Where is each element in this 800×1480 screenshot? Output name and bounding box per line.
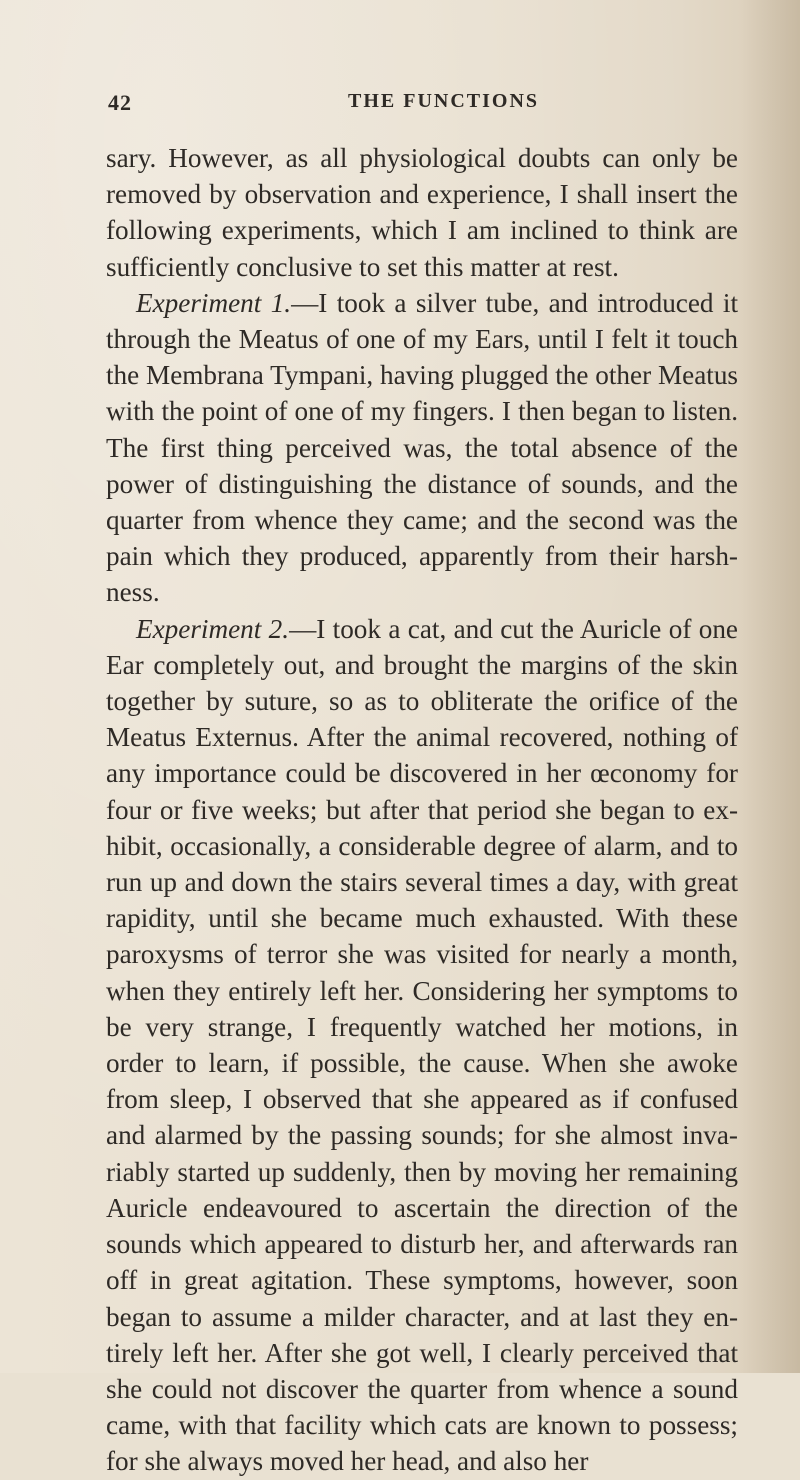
experiment-heading: Experiment 1.: [136, 287, 292, 318]
page-edge-shadow: [740, 0, 800, 1373]
body-text: [106, 140, 738, 1480]
paragraph-experiment-2: [106, 611, 738, 1480]
paragraph-text: sary. However, as all physiological doubts can only be removed by observation and experience, I shall insert the following experiments, which I am inclined to think are sufficiently conclusive to set this matter at rest.: [106, 143, 738, 282]
running-title: THE FUNCTIONS: [348, 90, 540, 112]
paragraph-continuation: [106, 140, 738, 285]
paragraph-text: —I took a silver tube, and introduced it through the Meatus of one of my Ears, until I felt it touch the Membrana Tympani, having plugged the other Meatus with the point of one of my fingers. I then began to listen. The first thing perceived was, the total absence of the power of distinguishing the distance of sounds, and the quarter from whence they came; and the second was the pain which they produced, apparently from their harsh-ness.: [106, 287, 738, 608]
running-head: [108, 90, 748, 120]
experiment-heading: Experiment 2.: [136, 613, 290, 644]
page-number: 42: [108, 90, 132, 115]
paragraph-text: —I took a cat, and cut the Auricle of one Ear completely out, and brought the margins of the skin together by suture, so as to obliterate the orifice of the Meatus Externus. After the animal recovered, nothing of any importance could be discovered in her œconomy for four or five weeks; but after that period she began to ex-hibit, occasionally, a considerable degree of alarm, and to run up and down the stairs several times a day, with great rapidity, until she became much exhausted. With these paroxysms of terror she was visited for nearly a month, when they entirely left her. Considering her symptoms to be very strange, I frequently watched her motions, in order to learn, if possible, the cause. When she awoke from sleep, I observed that she appeared as if confused and alarmed by the passing sounds; for she almost inva-riably started up suddenly, then by moving her remaining Auricle endeavoured to ascertain the direction of the sounds which appeared to disturb her, and afterwards ran off in great agitation. These symptoms, however, soon began to assume a milder character, and at last they en-tirely left her. After she got well, I clearly perceived that she could not discover the quarter from whence a sound came, with that facility which cats are known to possess; for she always moved her head, and also her: [106, 613, 738, 1477]
paragraph-experiment-1: [106, 285, 738, 611]
